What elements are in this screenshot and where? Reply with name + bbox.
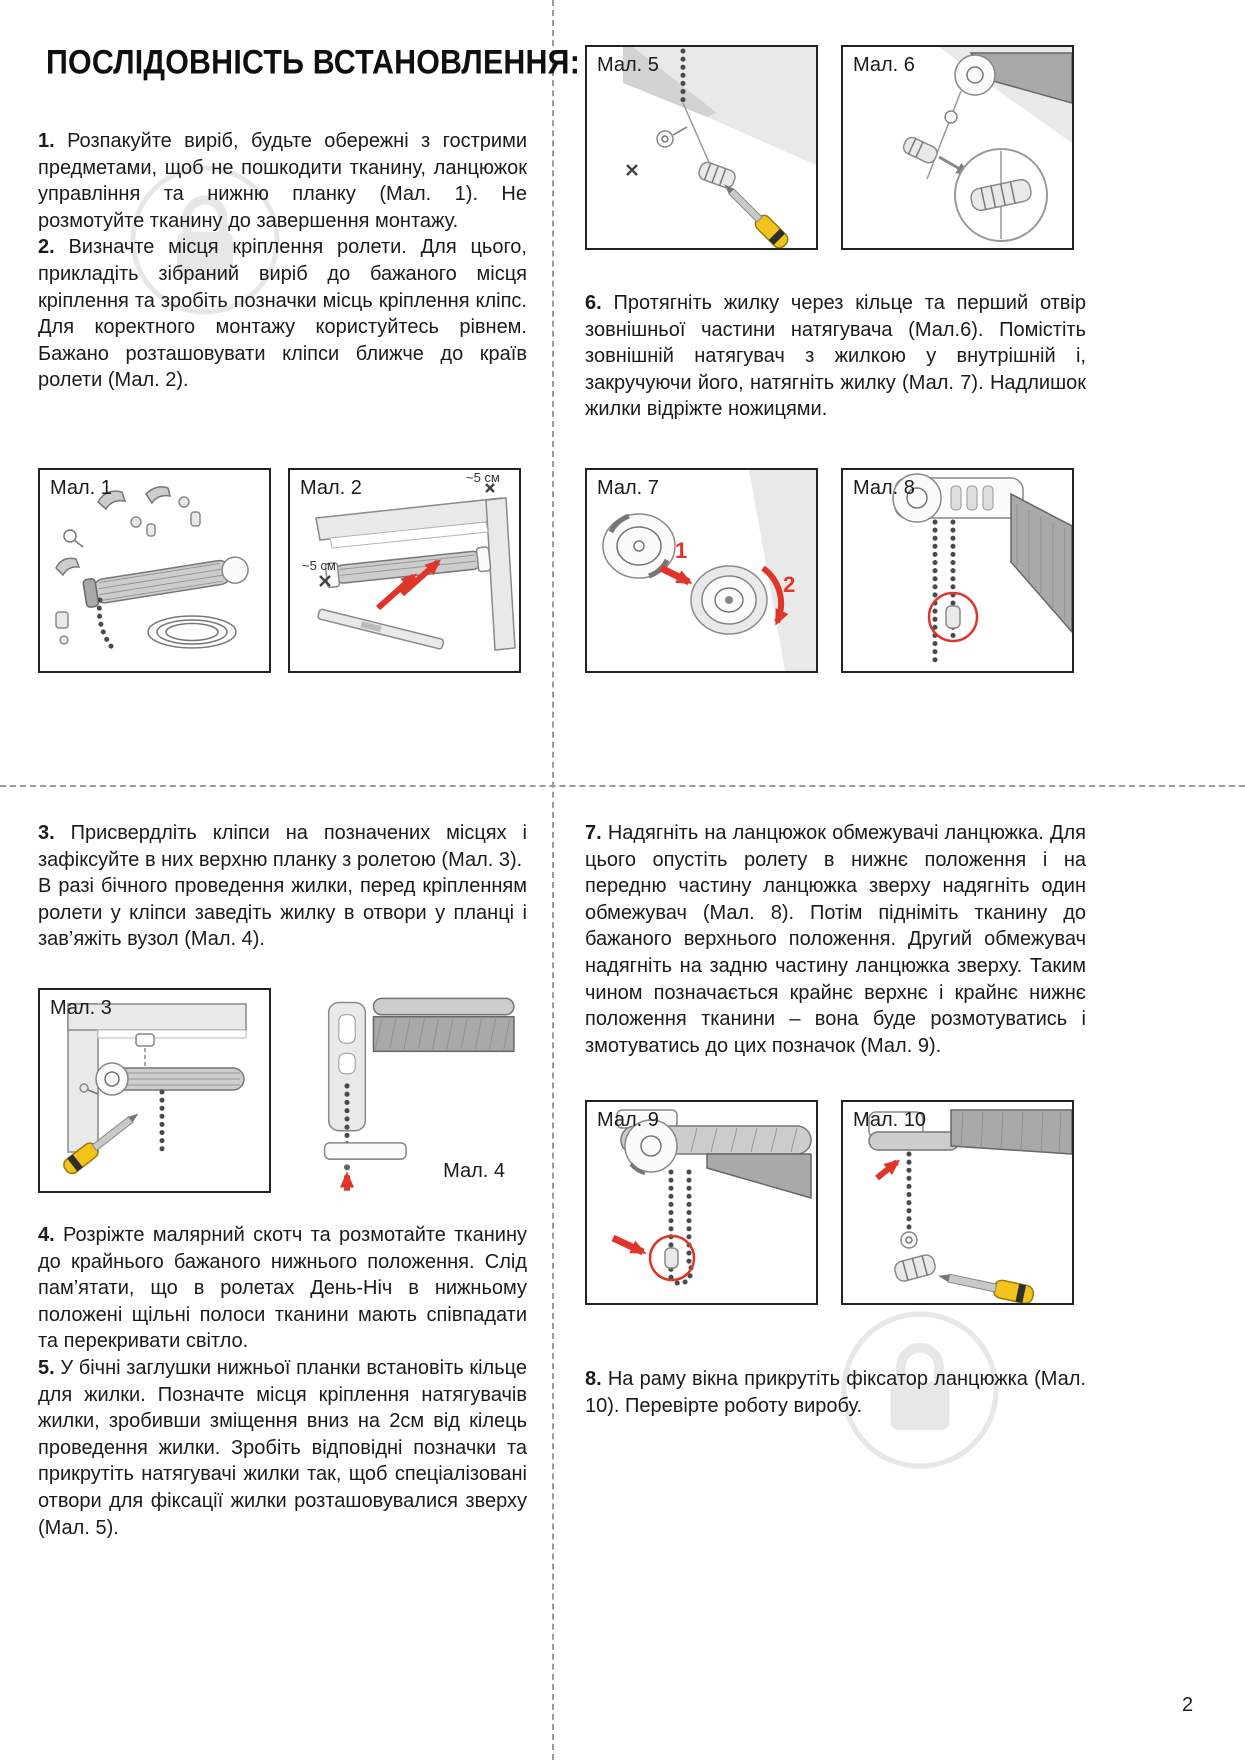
figure-6-label: Мал. 6 bbox=[853, 54, 915, 76]
figure-4-box bbox=[288, 988, 521, 1193]
step-6 bbox=[585, 290, 1086, 423]
figure-8-illustration bbox=[843, 470, 1072, 671]
figure-4-label: Мал. 4 bbox=[443, 1160, 505, 1182]
figure-3-label: Мал. 3 bbox=[50, 997, 112, 1019]
step-2 bbox=[38, 234, 527, 394]
figure-3-box bbox=[38, 988, 271, 1193]
figure-9-box bbox=[585, 1100, 818, 1305]
figure-2-box bbox=[288, 468, 521, 673]
step-7-block bbox=[585, 820, 1086, 1059]
step-3-block bbox=[38, 820, 527, 953]
page-number: 2 bbox=[1182, 1694, 1194, 1716]
step-2-number: 2. bbox=[38, 236, 55, 259]
figure-6-box bbox=[841, 45, 1074, 250]
step-8-number: 8. bbox=[585, 1368, 602, 1390]
step-4 bbox=[38, 1222, 527, 1355]
step-1-number: 1. bbox=[38, 130, 55, 152]
step-8-block bbox=[585, 1366, 1086, 1419]
step-7-text: Надягніть на ланцюжок обмежувачі ланцюжка. Для цього опустіть ролету в нижнє положення і на передню частину ланцюжка зверху надягніть один обмежувач (Мал. 8). Потім підніміть тканину до бажаного верхнього положення. Другий обмежувач надягніть на задню частину ланцюжка зверху. Таким чином позначається крайнє верхнє і крайнє нижнє положення тканини – вона буде розмотуватись і змотуватись до цих позначок (Мал. 9). bbox=[585, 822, 1086, 1057]
step-7 bbox=[585, 820, 1086, 1059]
figure-7-illustration bbox=[587, 470, 816, 671]
figure-3-illustration bbox=[40, 990, 269, 1191]
step-1-text: Розпакуйте виріб, будьте обережні з гострими предметами, щоб не пошкодити тканину, ланцюжок управління та нижню планку (Мал. 1). Не розмотуйте тканину до завершення монтажу. bbox=[38, 130, 527, 232]
figure-9-label: Мал. 9 bbox=[597, 1109, 659, 1131]
step-3-number: 3. bbox=[38, 822, 55, 844]
step-4-text: Розріжте малярний скотч та розмотайте тканину до крайнього бажаного нижнього положення. Слід пам’ятати, що в ролетах День-Ніч в нижньому положені щільні полоси тканини мають співпадати та перекривати світло. bbox=[38, 1224, 527, 1353]
figure-7-label: Мал. 7 bbox=[597, 477, 659, 499]
step-6-block bbox=[585, 290, 1086, 423]
figure-7-step-2: 2 bbox=[783, 572, 796, 597]
step-6-number: 6. bbox=[585, 292, 602, 314]
figure-10-box bbox=[841, 1100, 1074, 1305]
figure-6-illustration bbox=[843, 47, 1072, 248]
steps-4-5-block bbox=[38, 1222, 527, 1541]
page-title: ПОСЛІДОВНІСТЬ ВСТАНОВЛЕННЯ: bbox=[46, 42, 581, 82]
step-5-number: 5. bbox=[38, 1356, 55, 1379]
figure-10-illustration bbox=[843, 1102, 1072, 1303]
figure-1-illustration bbox=[40, 470, 269, 671]
step-5-text: У бічні заглушки нижньої планки встановіть кільце для жилки. Позначте місця кріплення натягувачів жилки, зробивши зміщення вниз на 2см від кілець проведення жилки. Зробіть відповідні позначки та прикрутіть натягувачі жилки так, щоб спеціалізовані отвори для фіксації жилки розташовувалися зверху (Мал. 5). bbox=[38, 1356, 527, 1539]
figure-1-box bbox=[38, 468, 271, 673]
figure-10-label: Мал. 10 bbox=[853, 1109, 927, 1131]
figure-2-annotation-top: ~5 см bbox=[466, 470, 500, 485]
step-3-text: Присвердліть кліпси на позначених місцях і зафіксуйте в них верхню планку з ролетою (Мал. 3). bbox=[38, 822, 527, 871]
figure-9-illustration bbox=[587, 1102, 816, 1303]
step-4-number: 4. bbox=[38, 1224, 55, 1246]
figure-2-label: Мал. 2 bbox=[300, 477, 362, 499]
fold-line-horizontal bbox=[0, 785, 1245, 787]
figure-2-illustration bbox=[290, 470, 519, 671]
figure-5-illustration bbox=[587, 47, 816, 248]
figure-8-label: Мал. 8 bbox=[853, 477, 915, 499]
step-6-text: Протягніть жилку через кільце та перший отвір зовнішньої частини натягувача (Мал.6). Помістіть зовнішній натягувач з жилкою у внутрішній і, закручуючи його, натягніть жилку (Мал. 7). Надлишок жилки відріжте ножицями. bbox=[585, 292, 1086, 421]
step-3 bbox=[38, 820, 527, 873]
steps-1-2-block bbox=[38, 128, 527, 394]
step-8-text: На раму вікна прикрутіть фіксатор ланцюжка (Мал. 10). Перевірте роботу виробу. bbox=[585, 1368, 1086, 1417]
figure-7-step-1: 1 bbox=[675, 538, 688, 563]
figure-5-box bbox=[585, 45, 818, 250]
step-2-text: Визначте місця кріплення ролети. Для цього, прикладіть зібраний виріб до бажаного місця кріплення та зробіть позначки місць кріплення кліпс. Для коректного монтажу користуйтесь рівнем. Бажано розташовувати кліпси ближче до країв ролети (Мал. 2). bbox=[38, 236, 527, 392]
step-8 bbox=[585, 1366, 1086, 1419]
step-5 bbox=[38, 1355, 527, 1541]
step-1 bbox=[38, 128, 527, 234]
fold-line-vertical bbox=[552, 0, 554, 1760]
step-3-text-2: В разі бічного проведення жилки, перед кріпленням ролети у кліпси заведіть жилку в отвори у планці і зав’яжіть вузол (Мал. 4). bbox=[38, 875, 527, 951]
step-3-continued bbox=[38, 873, 527, 953]
figure-8-box bbox=[841, 468, 1074, 673]
figure-5-label: Мал. 5 bbox=[597, 54, 659, 76]
step-7-number: 7. bbox=[585, 822, 602, 844]
figure-7-box bbox=[585, 468, 818, 673]
figure-1-label: Мал. 1 bbox=[50, 477, 112, 499]
figure-2-annotation-left: ~5 см bbox=[302, 558, 336, 573]
